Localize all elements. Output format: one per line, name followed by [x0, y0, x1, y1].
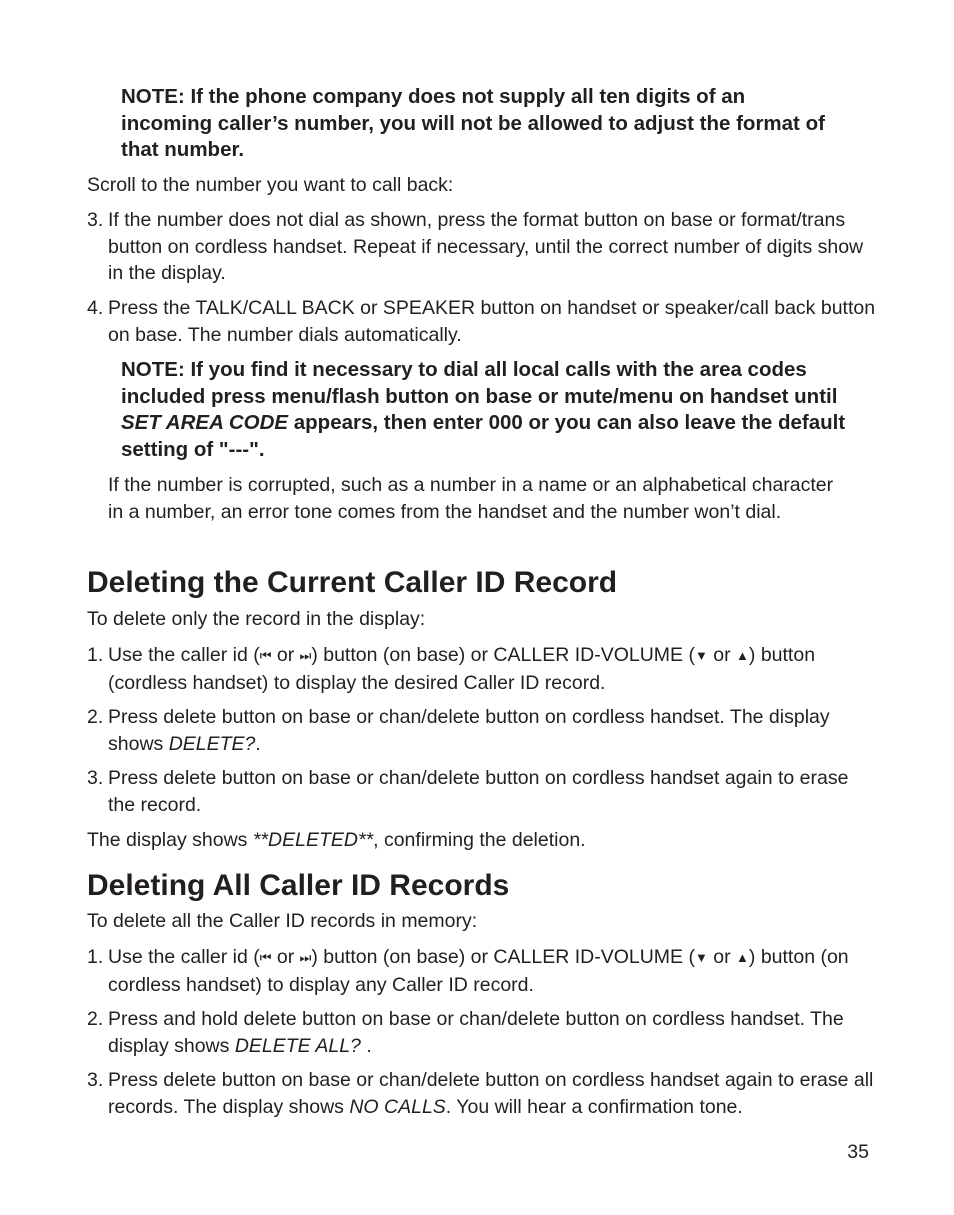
step-3-format [87, 207, 877, 287]
step-text: . You will hear a confirmation tone. [445, 1095, 743, 1118]
display-text: NO CALLS [349, 1095, 446, 1118]
step-text: Press the TALK/CALL BACK or SPEAKER button on handset or speaker/call back button on base. The number dials automatically. [108, 297, 876, 346]
display-text: **DELETED** [252, 829, 374, 851]
skip-forward-icon: ⏭ [299, 648, 312, 663]
step-number: 3. [87, 209, 104, 231]
step-4-dial [87, 295, 877, 348]
note-area-code [121, 357, 851, 463]
section-title-delete-all: Deleting All Caller ID Records [87, 869, 510, 902]
step-text: . [255, 732, 261, 755]
delete-current-step-1 [87, 642, 877, 696]
step-number: 1. [87, 946, 104, 968]
step-text: ) button (on cordless handset) to display any Caller ID record. [108, 946, 849, 996]
note-text: NOTE: If you find it necessary to dial all local calls with the area codes included press menu/flash button on base or mute/menu on handset until [121, 358, 838, 408]
display-text: DELETE ALL? [234, 1034, 361, 1057]
step-text: ) button (on base) or CALLER ID-VOLUME ( [311, 946, 695, 968]
step-text: ) button (cordless handset) to display the desired Caller ID record. [108, 644, 816, 694]
step-number: 3. [87, 767, 104, 789]
text: , confirming the deletion. [373, 829, 586, 851]
step-text: If the number does not dial as shown, press the format button on base or format/trans button on cordless handset. Repeat if necessary, until the correct number of digits show in the display. [108, 209, 864, 284]
delete-current-step-2 [87, 704, 877, 757]
step-number: 2. [87, 1008, 104, 1030]
deleted-confirmation [87, 827, 887, 854]
step-text: or [271, 946, 300, 968]
step-number: 1. [87, 644, 104, 666]
step-text: or [707, 946, 737, 968]
step-number: 3. [87, 1069, 104, 1091]
step-text: Use the caller id ( [108, 644, 260, 666]
display-text: DELETE? [168, 732, 256, 755]
delete-all-step-1 [87, 944, 877, 998]
step-text: or [271, 644, 300, 666]
delete-current-step-3 [87, 765, 877, 818]
step-text: ) button (on base) or CALLER ID-VOLUME ( [311, 644, 695, 666]
step-text: Press and hold delete button on base or chan/delete button on cordless handset. The display shows [108, 1008, 844, 1057]
step-text: Press delete button on base or chan/delete button on cordless handset. The display shows [108, 706, 830, 755]
skip-back-icon: ⏮ [259, 950, 272, 965]
note-text: appears, then enter 000 or you can also leave the default setting of "---". [121, 411, 846, 461]
scroll-instruction: Scroll to the number you want to call back: [87, 174, 454, 196]
up-arrow-icon: ▲ [736, 648, 749, 663]
down-arrow-icon: ▼ [694, 648, 708, 663]
step-text: Press delete button on base or chan/delete button on cordless handset again to erase all records. The display shows [108, 1069, 874, 1118]
step-text: or [707, 644, 737, 666]
step-number: 4. [87, 297, 104, 319]
step-text: Press delete button on base or chan/delete button on cordless handset again to erase the record. [108, 767, 849, 816]
skip-back-icon: ⏮ [259, 648, 272, 663]
delete-all-step-3 [87, 1067, 877, 1120]
text: The display shows [87, 829, 253, 851]
step-text: . [360, 1034, 372, 1057]
step-text: Use the caller id ( [108, 946, 260, 968]
note-ten-digits: NOTE: If the phone company does not supply all ten digits of an incoming caller’s number, you will not be allowed to adjust the format of that number. [121, 85, 825, 161]
step-number: 2. [87, 706, 104, 728]
note-emphasis: SET AREA CODE [121, 411, 289, 434]
up-arrow-icon: ▲ [736, 950, 749, 965]
skip-forward-icon: ⏭ [299, 950, 312, 965]
section-intro: To delete all the Caller ID records in memory: [87, 910, 478, 932]
section-title-delete-current: Deleting the Current Caller ID Record [87, 566, 618, 599]
page-number: 35 [847, 1141, 869, 1163]
section-intro: To delete only the record in the display: [87, 608, 426, 630]
delete-all-step-2 [87, 1006, 877, 1059]
corrupted-number-note: If the number is corrupted, such as a number in a name or an alphabetical character in a number, an error tone comes from the handset and the number won’t dial. [108, 474, 834, 523]
down-arrow-icon: ▼ [694, 950, 708, 965]
